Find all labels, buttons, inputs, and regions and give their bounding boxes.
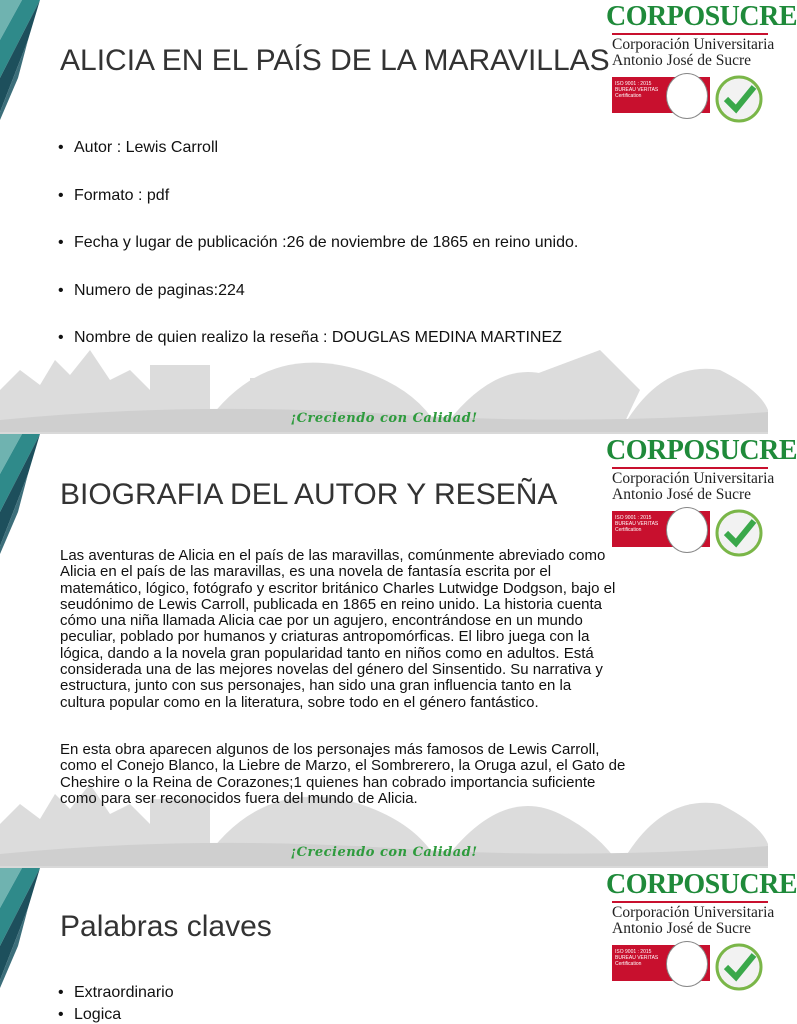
details-list [58, 139, 578, 347]
slogan: ¡Creciendo con Calidad! [290, 845, 478, 860]
certified-checkmark-seal-icon [714, 75, 764, 123]
logo-rule [612, 901, 768, 903]
list-item: • Fecha y lugar de publicación :26 de noviembre de 1865 en reino unido. [58, 234, 578, 252]
slide-1 [0, 0, 797, 432]
corposucre-logo [606, 1, 797, 69]
logo-rule [612, 467, 768, 469]
logo-name: CORPOSUCRE [606, 435, 797, 466]
list-item: • Nombre de quien realizo la reseña : DOUGLAS MEDINA MARTINEZ [58, 329, 578, 347]
list-item: • Logica [58, 1006, 174, 1024]
paragraph-line: Alicia en el país de las maravillas, es una novela de fantasía escrita por el [60, 563, 552, 581]
slide-title: BIOGRAFIA DEL AUTOR Y RESEÑA [60, 478, 558, 511]
bv-iso-text: ISO 9001 : 2015 [615, 81, 652, 87]
bv-name-text: BUREAU VERITAS [615, 87, 659, 93]
list-item: • Extraordinario [58, 984, 174, 1002]
logo-subtitle-2: Antonio José de Sucre [612, 920, 752, 937]
slide-title: Palabras claves [60, 910, 272, 943]
paragraph-line: considerada una de las mejores novelas del género del Sinsentido. Su narrativa y [60, 661, 603, 679]
corner-decoration [0, 868, 40, 988]
logo-rule [612, 33, 768, 35]
logo-name: CORPOSUCRE [606, 1, 797, 32]
bureau-veritas-seal-icon [666, 73, 708, 119]
logo-subtitle-1: Corporación Universitaria [612, 36, 775, 53]
characters-paragraph [60, 742, 720, 807]
paragraph-line: como para ser reconocidos fuera del mundo de Alicia. [60, 789, 418, 807]
bureau-veritas-seal-icon [666, 507, 708, 553]
paragraph-line: Cheshire o la Reina de Corazones;1 quienes han cobrado importancia suficiente [60, 773, 596, 791]
slide-3 [0, 868, 797, 1024]
bv-cert-text: Certification [615, 961, 642, 967]
bureau-veritas-seal-icon [666, 941, 708, 987]
corner-decoration [0, 434, 40, 554]
corposucre-logo [606, 435, 797, 503]
logo-subtitle-1: Corporación Universitaria [612, 470, 775, 487]
paragraph-line: En esta obra aparecen algunos de los personajes más famosos de Lewis Carroll, [60, 741, 600, 758]
bureau-veritas-badge [612, 511, 710, 547]
paragraph-line: peculiar, poblado por humanos y criaturas antropomórficas. El libro juega con la [60, 628, 590, 646]
biography-paragraph [60, 548, 720, 711]
logo-subtitle-2: Antonio José de Sucre [612, 486, 752, 503]
corner-decoration [0, 0, 40, 120]
paragraph-line: seudónimo de Lewis Carroll, publicada en 1865 en reino unido. La historia cuenta [60, 595, 603, 613]
bv-name-text: BUREAU VERITAS [615, 521, 659, 527]
paragraph-line: estructura, junto con sus personajes, han sido una gran influencia tanto en la [60, 677, 572, 695]
list-item: • Formato : pdf [58, 187, 578, 205]
keywords-list [58, 984, 174, 1024]
paragraph-line: cultura popular como en la literatura, sobre todo en el género fantástico. [60, 693, 539, 711]
logo-subtitle-1: Corporación Universitaria [612, 904, 775, 921]
paragraph-line: Las aventuras de Alicia en el país de las maravillas, comúnmente abreviado como [60, 547, 606, 564]
bv-iso-text: ISO 9001 : 2015 [615, 949, 652, 955]
slogan: ¡Creciendo con Calidad! [290, 411, 478, 426]
logo-name: CORPOSUCRE [606, 869, 797, 900]
paragraph-line: como el Conejo Blanco, la Liebre de Marzo, el Sombrerero, la Oruga azul, el Gato de [60, 757, 626, 775]
list-item: • Autor : Lewis Carroll [58, 139, 578, 157]
certified-checkmark-seal-icon [714, 943, 764, 991]
logo-subtitle-2: Antonio José de Sucre [612, 52, 752, 69]
slide-title: ALICIA EN EL PAÍS DE LA MARAVILLAS [60, 44, 610, 77]
bv-iso-text: ISO 9001 : 2015 [615, 515, 652, 521]
slide-2 [0, 434, 797, 866]
corposucre-logo [606, 869, 797, 937]
paragraph-line: cómo una niña llamada Alicia cae por un agujero, encontrándose en un mundo [60, 612, 583, 630]
bureau-veritas-badge [612, 77, 710, 113]
certified-checkmark-seal-icon [714, 509, 764, 557]
bureau-veritas-badge [612, 945, 710, 981]
paragraph-line: lógica, dando a la novela gran popularidad tanto en niños como en adultos. Está [60, 644, 594, 662]
paragraph-line: matemático, lógico, fotógrafo y escritor británico Charles Lutwidge Dodgson, bajo el [60, 579, 616, 597]
certification-badges [606, 75, 768, 123]
certification-badges [606, 943, 768, 991]
bv-name-text: BUREAU VERITAS [615, 955, 659, 961]
bv-cert-text: Certification [615, 93, 642, 99]
bv-cert-text: Certification [615, 527, 642, 533]
list-item: • Numero de paginas:224 [58, 282, 578, 300]
